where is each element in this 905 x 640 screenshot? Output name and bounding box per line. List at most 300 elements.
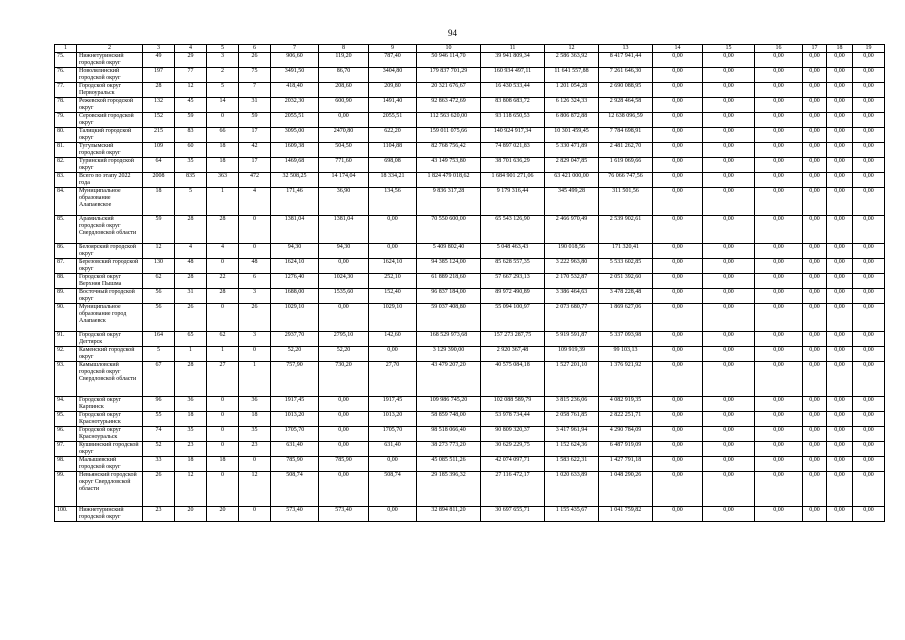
table-cell: 0,00 xyxy=(703,397,755,412)
table-cell: 2470,80 xyxy=(319,128,369,143)
table-cell: 0,00 xyxy=(853,412,885,427)
table-row xyxy=(55,412,885,427)
table-cell: 45 xyxy=(175,98,207,113)
table-cell: 0,00 xyxy=(827,113,853,128)
table-cell: 0,00 xyxy=(803,332,827,347)
table-cell: 35 xyxy=(175,158,207,173)
table-cell: 48 xyxy=(175,259,207,274)
table-cell: 70 550 600,00 xyxy=(417,216,481,244)
table-cell: 1 048 290,26 xyxy=(599,472,653,507)
table-row xyxy=(55,143,885,158)
table-cell: 0,00 xyxy=(319,472,369,507)
table-cell: 82 768 756,42 xyxy=(417,143,481,158)
table-cell: 2 928 464,58 xyxy=(599,98,653,113)
table-cell: 18 xyxy=(207,457,239,472)
table-row xyxy=(55,216,885,244)
table-cell: 0,00 xyxy=(827,188,853,216)
table-cell: 0,00 xyxy=(827,412,853,427)
table-cell: 5 409 802,40 xyxy=(417,244,481,259)
table-cell: 18 xyxy=(207,143,239,158)
table-row xyxy=(55,427,885,442)
table-cell: 0,00 xyxy=(755,128,803,143)
table-cell: 0,00 xyxy=(853,259,885,274)
table-cell: 0,00 xyxy=(703,244,755,259)
table-cell: 1104,88 xyxy=(369,143,417,158)
table-cell: 35 xyxy=(175,427,207,442)
table-cell: 42 xyxy=(239,143,271,158)
table-cell: 2 481 262,70 xyxy=(599,143,653,158)
table-cell: 12 638 096,59 xyxy=(599,113,653,128)
table-cell: 418,40 xyxy=(271,83,319,98)
table-cell: 36 xyxy=(175,397,207,412)
table-cell: 30 629 229,75 xyxy=(481,442,545,457)
table-cell: 1029,10 xyxy=(369,304,417,332)
column-header: 10 xyxy=(417,45,481,53)
table-cell: 96 xyxy=(143,397,175,412)
table-cell: 98 518 066,40 xyxy=(417,427,481,442)
table-cell: 159 011 075,66 xyxy=(417,128,481,143)
table-cell: 0,00 xyxy=(703,216,755,244)
row-index-cell: 84. xyxy=(55,188,77,216)
table-cell: 771,60 xyxy=(319,158,369,173)
table-cell: 1624,10 xyxy=(271,259,319,274)
table-row xyxy=(55,442,885,457)
table-cell: 6 487 919,09 xyxy=(599,442,653,457)
table-cell: 311 501,56 xyxy=(599,188,653,216)
table-cell: 0,00 xyxy=(319,259,369,274)
column-header: 18 xyxy=(827,45,853,53)
table-cell: 0,00 xyxy=(703,457,755,472)
table-cell: 0,00 xyxy=(319,304,369,332)
table-cell: 20 xyxy=(207,507,239,522)
table-cell: 0,00 xyxy=(653,397,703,412)
table-cell: 0,00 xyxy=(853,507,885,522)
table-cell: 0,00 xyxy=(369,216,417,244)
table-cell: 0,00 xyxy=(703,427,755,442)
table-cell: 62 xyxy=(207,332,239,347)
table-cell: 0,00 xyxy=(803,83,827,98)
table-cell: 508,74 xyxy=(271,472,319,507)
table-cell: 190 018,56 xyxy=(545,244,599,259)
table-cell: 504,50 xyxy=(319,143,369,158)
table-cell: 63 421 000,00 xyxy=(545,173,599,188)
table-cell: 0 xyxy=(207,427,239,442)
municipality-name-cell: Невьянский городской округ Свердловской области xyxy=(77,472,143,507)
table-cell: 0,00 xyxy=(755,289,803,304)
table-cell: 32 894 811,20 xyxy=(417,507,481,522)
row-index-cell: 94. xyxy=(55,397,77,412)
table-cell: 20 321 676,67 xyxy=(417,83,481,98)
table-cell: 55 094 100,97 xyxy=(481,304,545,332)
column-header: 5 xyxy=(207,45,239,53)
table-cell: 6 806 872,88 xyxy=(545,113,599,128)
table-cell: 0 xyxy=(207,259,239,274)
table-cell: 59 xyxy=(175,113,207,128)
table-cell: 835 xyxy=(175,173,207,188)
table-cell: 27 xyxy=(207,362,239,397)
column-header: 19 xyxy=(853,45,885,53)
table-cell: 2 920 367,48 xyxy=(481,347,545,362)
table-cell: 0,00 xyxy=(803,53,827,68)
row-index-cell: 82. xyxy=(55,158,77,173)
table-cell: 59 xyxy=(239,113,271,128)
table-cell: 0,00 xyxy=(853,304,885,332)
table-cell: 5 xyxy=(175,188,207,216)
table-cell: 730,20 xyxy=(319,362,369,397)
table-cell: 0,00 xyxy=(827,507,853,522)
table-cell: 7 261 646,30 xyxy=(599,68,653,83)
table-cell: 0,00 xyxy=(803,274,827,289)
table-cell: 5 533 602,85 xyxy=(599,259,653,274)
table-cell: 0,00 xyxy=(853,244,885,259)
table-cell: 67 xyxy=(143,362,175,397)
table-cell: 0,00 xyxy=(803,158,827,173)
table-cell: 0,00 xyxy=(653,244,703,259)
table-cell: 76 066 747,56 xyxy=(599,173,653,188)
column-header: 6 xyxy=(239,45,271,53)
table-cell: 0,00 xyxy=(653,216,703,244)
table-cell: 53 978 734,44 xyxy=(481,412,545,427)
table-cell: 56 xyxy=(143,304,175,332)
table-cell: 0,00 xyxy=(827,332,853,347)
table-cell: 17 xyxy=(239,128,271,143)
row-index-cell: 85. xyxy=(55,216,77,244)
table-cell: 0,00 xyxy=(703,347,755,362)
table-cell: 85 628 557,35 xyxy=(481,259,545,274)
table-cell: 59 037 408,80 xyxy=(417,304,481,332)
table-row xyxy=(55,158,885,173)
data-table xyxy=(54,44,885,522)
column-header: 8 xyxy=(319,45,369,53)
table-cell: 631,40 xyxy=(369,442,417,457)
table-row xyxy=(55,259,885,274)
table-cell: 698,08 xyxy=(369,158,417,173)
table-cell: 0,00 xyxy=(827,472,853,507)
table-cell: 0,00 xyxy=(803,507,827,522)
table-cell: 9 179 316,44 xyxy=(481,188,545,216)
table-cell: 1 684 901 271,06 xyxy=(481,173,545,188)
column-header: 16 xyxy=(755,45,803,53)
table-cell: 0,00 xyxy=(803,173,827,188)
table-cell: 2937,70 xyxy=(271,332,319,347)
table-cell: 52,20 xyxy=(271,347,319,362)
table-cell: 0 xyxy=(239,457,271,472)
table-cell: 0,00 xyxy=(703,113,755,128)
row-index-cell: 91. xyxy=(55,332,77,347)
table-cell: 0,00 xyxy=(703,507,755,522)
table-cell: 0,00 xyxy=(803,362,827,397)
table-cell: 252,10 xyxy=(369,274,417,289)
table-cell: 5 337 093,98 xyxy=(599,332,653,347)
table-cell: 0,00 xyxy=(755,188,803,216)
table-cell: 179 837 701,29 xyxy=(417,68,481,83)
column-header: 11 xyxy=(481,45,545,53)
row-index-cell: 93. xyxy=(55,362,77,397)
table-cell: 152 xyxy=(143,113,175,128)
table-cell: 2 466 970,49 xyxy=(545,216,599,244)
table-cell: 0,00 xyxy=(319,442,369,457)
table-cell: 0,00 xyxy=(827,274,853,289)
table-cell: 1 583 622,31 xyxy=(545,457,599,472)
table-cell: 3 xyxy=(239,289,271,304)
table-cell: 0,00 xyxy=(853,457,885,472)
table-cell: 787,40 xyxy=(369,53,417,68)
table-cell: 0,00 xyxy=(803,397,827,412)
municipality-name-cell: Арамильский городской округ Свердловской области xyxy=(77,216,143,244)
table-cell: 57 667 293,13 xyxy=(481,274,545,289)
table-cell: 152,40 xyxy=(369,289,417,304)
table-cell: 0 xyxy=(207,412,239,427)
row-index-cell: 88. xyxy=(55,274,77,289)
table-cell: 0,00 xyxy=(653,128,703,143)
table-cell: 0,00 xyxy=(653,53,703,68)
table-cell: 0,00 xyxy=(755,397,803,412)
table-cell: 0,00 xyxy=(827,397,853,412)
table-cell: 3404,80 xyxy=(369,68,417,83)
table-cell: 622,20 xyxy=(369,128,417,143)
table-cell: 0,00 xyxy=(755,259,803,274)
table-cell: 0,00 xyxy=(827,173,853,188)
table-row xyxy=(55,53,885,68)
table-cell: 0,00 xyxy=(653,274,703,289)
table-cell: 26 xyxy=(143,472,175,507)
table-cell: 2 051 392,60 xyxy=(599,274,653,289)
table-cell: 0,00 xyxy=(755,274,803,289)
table-cell: 4 082 919,35 xyxy=(599,397,653,412)
table-cell: 59 xyxy=(143,216,175,244)
table-cell: 65 xyxy=(175,332,207,347)
table-cell: 2 822 251,71 xyxy=(599,412,653,427)
table-cell: 171 320,41 xyxy=(599,244,653,259)
table-cell: 1 041 759,82 xyxy=(599,507,653,522)
table-cell: 94 385 124,00 xyxy=(417,259,481,274)
table-cell: 5 919 591,87 xyxy=(545,332,599,347)
table-cell: 0,00 xyxy=(755,216,803,244)
table-cell: 0,00 xyxy=(703,274,755,289)
table-cell: 38 701 636,29 xyxy=(481,158,545,173)
table-cell: 0,00 xyxy=(653,304,703,332)
table-row xyxy=(55,98,885,113)
table-cell: 0,00 xyxy=(755,113,803,128)
table-cell: 0 xyxy=(207,113,239,128)
municipality-name-cell: Муниципальное образование город Алапаевск xyxy=(77,304,143,332)
row-index-cell: 92. xyxy=(55,347,77,362)
table-row xyxy=(55,347,885,362)
table-cell: 0,00 xyxy=(703,173,755,188)
table-cell: 2055,51 xyxy=(369,113,417,128)
table-cell: 0,00 xyxy=(853,427,885,442)
table-cell: 208,60 xyxy=(319,83,369,98)
table-cell: 0,00 xyxy=(703,304,755,332)
table-cell: 0,00 xyxy=(653,68,703,83)
table-cell: 0,00 xyxy=(853,68,885,83)
row-index-cell: 86. xyxy=(55,244,77,259)
table-row xyxy=(55,304,885,332)
municipality-name-cell: Туринский городской округ xyxy=(77,158,143,173)
row-index-cell: 90. xyxy=(55,304,77,332)
row-index-cell: 75. xyxy=(55,53,77,68)
table-cell: 0,00 xyxy=(755,173,803,188)
row-index-cell: 77. xyxy=(55,83,77,98)
municipality-name-cell: Белоярский городской округ xyxy=(77,244,143,259)
table-cell: 0 xyxy=(239,244,271,259)
table-cell: 1 427 791,18 xyxy=(599,457,653,472)
table-cell: 0,00 xyxy=(827,143,853,158)
table-cell: 90 809 320,37 xyxy=(481,427,545,442)
table-cell: 0,00 xyxy=(853,216,885,244)
table-cell: 26 xyxy=(239,304,271,332)
table-cell: 0 xyxy=(239,216,271,244)
column-header: 9 xyxy=(369,45,417,53)
table-cell: 18 xyxy=(143,188,175,216)
table-cell: 1 201 054,28 xyxy=(545,83,599,98)
municipality-name-cell: Городской округ Первоуральск xyxy=(77,83,143,98)
column-header: 1 xyxy=(55,45,77,53)
row-index-cell: 96. xyxy=(55,427,77,442)
table-cell: 28 xyxy=(175,362,207,397)
table-cell: 23 xyxy=(175,442,207,457)
table-cell: 2 690 088,95 xyxy=(599,83,653,98)
table-cell: 29 xyxy=(175,53,207,68)
table-cell: 0,00 xyxy=(827,289,853,304)
table-cell: 1029,10 xyxy=(271,304,319,332)
table-cell: 0,00 xyxy=(803,347,827,362)
table-cell: 0,00 xyxy=(827,128,853,143)
table-cell: 1535,60 xyxy=(319,289,369,304)
row-index-cell: 81. xyxy=(55,143,77,158)
table-cell: 215 xyxy=(143,128,175,143)
table-body xyxy=(55,53,885,522)
table-cell: 36 xyxy=(239,397,271,412)
table-cell: 86,70 xyxy=(319,68,369,83)
table-cell: 4 xyxy=(175,244,207,259)
table-cell: 3 478 228,48 xyxy=(599,289,653,304)
table-cell: 75 xyxy=(239,68,271,83)
table-cell: 0,00 xyxy=(803,143,827,158)
table-cell: 23 xyxy=(143,507,175,522)
table-cell: 0,00 xyxy=(853,83,885,98)
row-index-cell: 100. xyxy=(55,507,77,522)
table-cell: 140 924 917,34 xyxy=(481,128,545,143)
table-cell: 55 xyxy=(143,412,175,427)
table-cell: 0,00 xyxy=(755,68,803,83)
table-cell: 0,00 xyxy=(319,412,369,427)
table-cell: 74 897 021,83 xyxy=(481,143,545,158)
table-cell: 66 xyxy=(207,128,239,143)
table-cell: 28 xyxy=(207,216,239,244)
table-cell: 0,00 xyxy=(653,188,703,216)
table-cell: 0,00 xyxy=(827,83,853,98)
table-cell: 0,00 xyxy=(803,412,827,427)
table-cell: 38 273 773,20 xyxy=(417,442,481,457)
table-cell: 3 129 390,00 xyxy=(417,347,481,362)
table-cell: 1276,40 xyxy=(271,274,319,289)
table-cell: 0,00 xyxy=(703,472,755,507)
table-cell: 28 xyxy=(175,216,207,244)
table-row xyxy=(55,289,885,304)
table-cell: 28 xyxy=(175,274,207,289)
row-index-cell: 95. xyxy=(55,412,77,427)
table-cell: 56 xyxy=(143,289,175,304)
table-cell: 0,00 xyxy=(827,53,853,68)
table-cell: 6 xyxy=(239,274,271,289)
header-row xyxy=(55,45,885,53)
table-cell: 5 330 471,89 xyxy=(545,143,599,158)
table-cell: 0,00 xyxy=(653,143,703,158)
table-cell: 0,00 xyxy=(755,244,803,259)
table-cell: 32 508,25 xyxy=(271,173,319,188)
table-cell: 0,00 xyxy=(803,216,827,244)
table-cell: 77 xyxy=(175,68,207,83)
municipality-name-cell: Восточный городской округ xyxy=(77,289,143,304)
row-index-cell: 99. xyxy=(55,472,77,507)
table-cell: 3 xyxy=(207,53,239,68)
table-cell: 0,00 xyxy=(853,289,885,304)
municipality-name-cell: Каменский городской округ xyxy=(77,347,143,362)
table-cell: 0,00 xyxy=(653,507,703,522)
table-cell: 573,40 xyxy=(319,507,369,522)
table-cell: 7 xyxy=(239,83,271,98)
table-cell: 99 103,13 xyxy=(599,347,653,362)
municipality-name-cell: Нижнетуринский городской округ xyxy=(77,507,143,522)
table-cell: 0,00 xyxy=(653,289,703,304)
table-cell: 9 836 317,28 xyxy=(417,188,481,216)
table-cell: 0,00 xyxy=(369,244,417,259)
table-cell: 0,00 xyxy=(803,304,827,332)
table-cell: 0,00 xyxy=(755,332,803,347)
table-cell: 27,70 xyxy=(369,362,417,397)
table-cell: 1917,45 xyxy=(369,397,417,412)
table-cell: 0,00 xyxy=(755,347,803,362)
table-cell: 0,00 xyxy=(653,412,703,427)
table-cell: 0,00 xyxy=(703,128,755,143)
table-cell: 0 xyxy=(239,347,271,362)
table-cell: 5 048 463,43 xyxy=(481,244,545,259)
table-row xyxy=(55,362,885,397)
table-cell: 0,00 xyxy=(853,188,885,216)
table-cell: 102 088 589,79 xyxy=(481,397,545,412)
table-cell: 0,00 xyxy=(703,188,755,216)
table-cell: 1013,20 xyxy=(271,412,319,427)
table-cell: 14 xyxy=(207,98,239,113)
table-cell: 2 539 902,61 xyxy=(599,216,653,244)
table-cell: 109 xyxy=(143,143,175,158)
table-cell: 20 xyxy=(175,507,207,522)
table-cell: 0 xyxy=(207,397,239,412)
table-cell: 4 290 784,09 xyxy=(599,427,653,442)
table-cell: 6 126 324,33 xyxy=(545,98,599,113)
table-cell: 757,90 xyxy=(271,362,319,397)
municipality-name-cell: Камышловский городской округ Свердловской области xyxy=(77,362,143,397)
table-cell: 2055,51 xyxy=(271,113,319,128)
table-cell: 92 863 472,69 xyxy=(417,98,481,113)
row-index-cell: 97. xyxy=(55,442,77,457)
table-row xyxy=(55,274,885,289)
table-cell: 1 020 633,89 xyxy=(545,472,599,507)
table-cell: 0,00 xyxy=(703,98,755,113)
table-row xyxy=(55,68,885,83)
table-cell: 93 118 650,53 xyxy=(481,113,545,128)
table-cell: 164 xyxy=(143,332,175,347)
table-cell: 0,00 xyxy=(755,304,803,332)
table-cell: 94,30 xyxy=(271,244,319,259)
table-cell: 2 073 680,77 xyxy=(545,304,599,332)
municipality-name-cell: Новолялинский городской округ xyxy=(77,68,143,83)
table-cell: 0,00 xyxy=(827,216,853,244)
table-cell: 3095,00 xyxy=(271,128,319,143)
table-cell: 2032,30 xyxy=(271,98,319,113)
table-cell: 1609,38 xyxy=(271,143,319,158)
